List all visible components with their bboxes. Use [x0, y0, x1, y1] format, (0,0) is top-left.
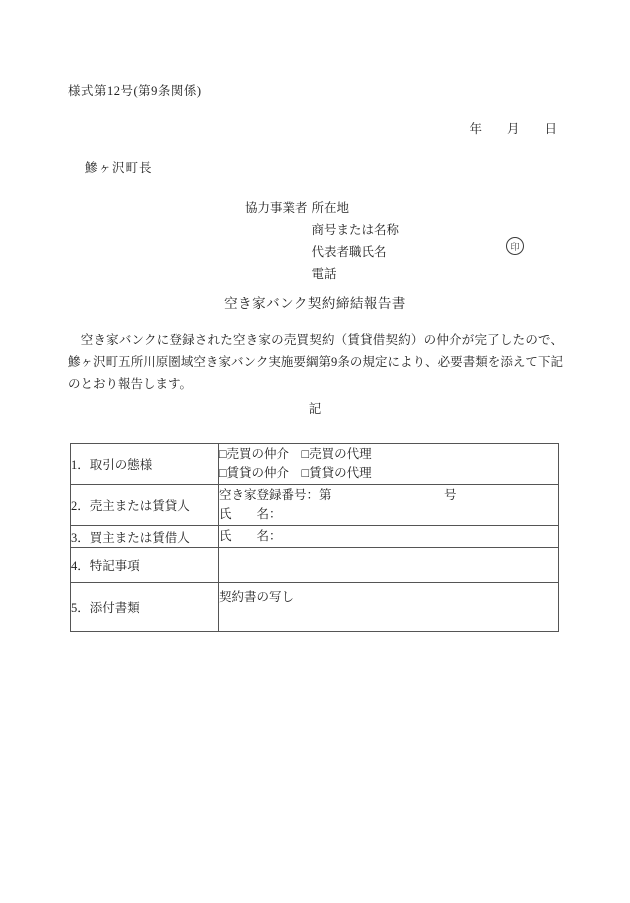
report-table	[70, 443, 559, 632]
addressee: 鰺ヶ沢町長	[85, 161, 153, 175]
operator-field-address: 所在地	[311, 201, 350, 215]
row-value	[219, 444, 559, 485]
row-value	[219, 485, 559, 526]
operator-label: 協力事業者	[245, 201, 308, 215]
operator-field-company-name: 商号または名称	[311, 223, 400, 237]
seal-mark-icon	[506, 237, 524, 255]
row-label: 2．売主または賃貸人	[71, 485, 219, 526]
attachment-line: 契約書の写し	[219, 590, 295, 604]
table-row-special-notes	[71, 548, 559, 583]
row-label: 4．特記事項	[71, 548, 219, 583]
operator-field-representative: 代表者職氏名	[311, 245, 387, 259]
row-label: 5．添付書類	[71, 583, 219, 632]
body-paragraph: 空き家バンクに登録された空き家の売買契約（賃貸借契約）の仲介が完了したので、鰺ヶ沢町五所川原圏域空き家バンク実施要綱第9条の規定により、必要書類を添えて下記のとおり報告します。	[68, 333, 563, 391]
operator-field-phone: 電話	[311, 267, 337, 281]
row-label: 1．取引の態様	[71, 444, 219, 485]
operator-fields	[312, 197, 400, 285]
seal-mark-character: 印	[510, 241, 520, 252]
name-line: 氏 名：	[219, 529, 282, 543]
checkbox-line-sale: □売買の仲介 □売買の代理	[219, 447, 372, 461]
row-value	[219, 526, 559, 548]
row-value	[219, 583, 559, 632]
checkbox-line-rental: □賃貸の仲介 □賃貸の代理	[219, 466, 372, 480]
registration-number-line: 空き家登録番号：第 号	[219, 488, 457, 502]
document-title: 空き家バンク契約締結報告書	[224, 296, 406, 311]
record-marker: 記	[308, 402, 322, 416]
date-line: 年 月 日	[469, 122, 557, 136]
name-line: 氏 名：	[219, 507, 282, 521]
operator-block	[245, 197, 399, 285]
row-label: 3．買主または賃借人	[71, 526, 219, 548]
form-number: 様式第12号(第9条関係)	[68, 84, 202, 98]
table-row-transaction-type	[71, 444, 559, 485]
row-value-empty	[219, 548, 559, 583]
table-row-buyer-lessee	[71, 526, 559, 548]
table-row-attachments	[71, 583, 559, 632]
table-row-seller-lessor	[71, 485, 559, 526]
